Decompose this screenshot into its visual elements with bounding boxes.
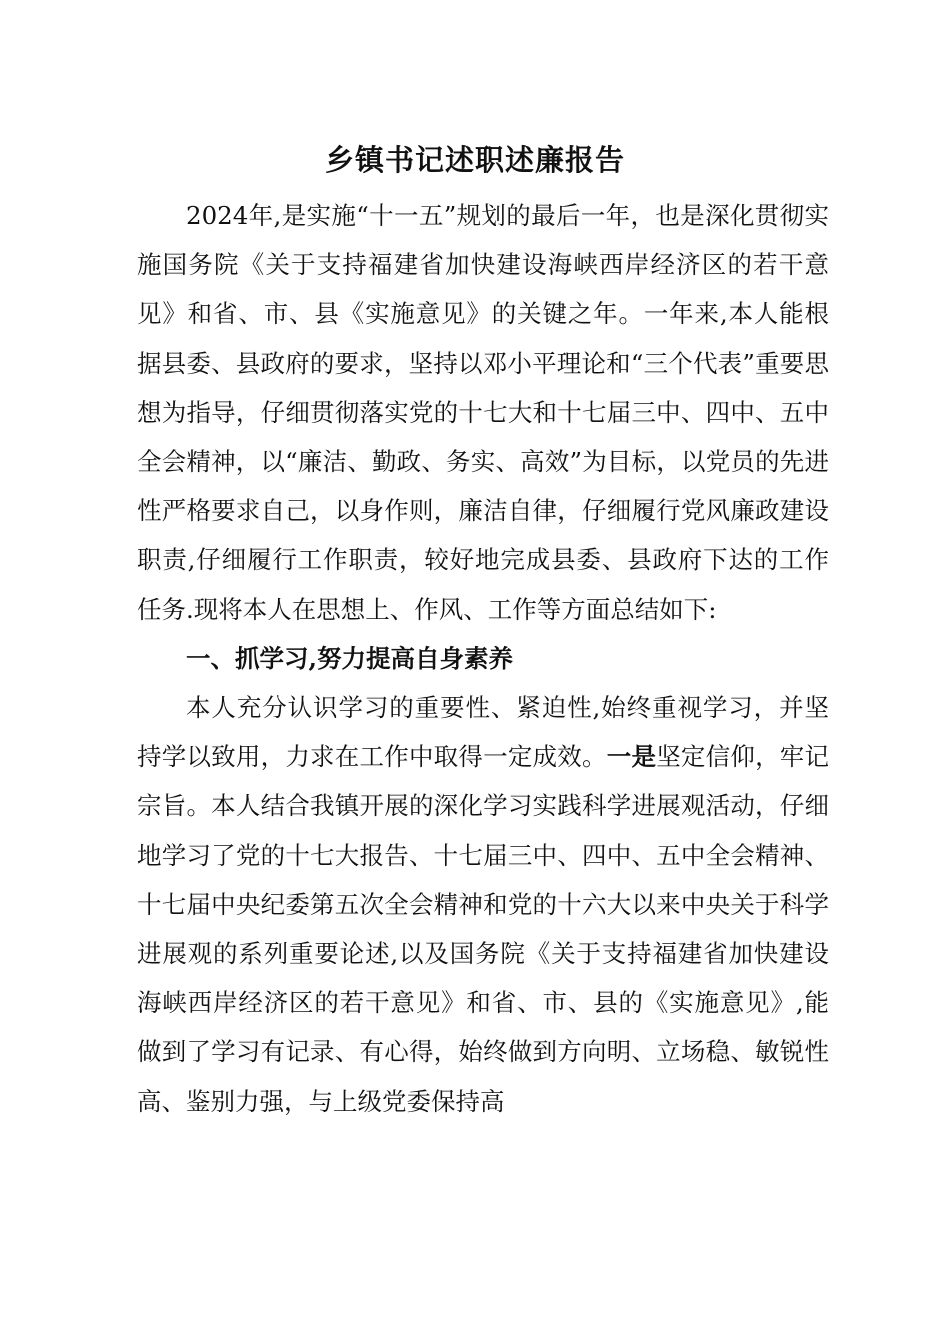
section-text-before: 本人充分认识学习的重要性、紧迫性,始终重视学习，并坚持学以致用，力求在工作中取得一定成效。 <box>137 693 829 772</box>
document-title: 乡镇书记述职述廉报告 <box>324 143 625 177</box>
intro-paragraph: 2024年,是实施“十一五”规划的最后一年，也是深化贯彻实施国务院《关于支持福建省加快建设海峡西岸经济区的若干意见》和省、市、县《实施意见》的关键之年。一年来,本人能根据县委、县政府的要求，坚持以邓小平理论和“三个代表”重要思想为指导，仔细贯彻落实党的十七大和十七届三中、四中、五中全会精神，以“廉洁、勤政、务实、高效”为目标，以党员的先进性严格要求自己，以身作则，廉洁自律，仔细履行党风廉政建设职责,仔细履行工作职责，较好地完成县委、县政府下达的工作任务.现将本人在思想上、作风、工作等方面总结如下: <box>137 201 829 624</box>
section-text-after: 坚定信仰，牢记宗旨。本人结合我镇开展的深化学习实践科学进展观活动，仔细地学习了党的十七大报告、十七届三中、四中、五中全会精神、十七届中央纪委第五次全会精神和党的十六大以来中央关于科学进展观的系列重要论述,以及国务院《关于支持福建省加快建设海峡西岸经济区的若干意见》和省、市、县的《实施意见》,能做到了学习有记录、有心得，始终做到方向明、立场稳、敏锐性高、鉴别力强，与上级党委保持高 <box>137 742 830 1116</box>
emphasis-text: 一是 <box>606 742 657 772</box>
document-body <box>137 191 829 1126</box>
section-heading: 一、抓学习,努力提高自身素养 <box>186 643 514 673</box>
section-paragraph <box>137 683 829 1126</box>
